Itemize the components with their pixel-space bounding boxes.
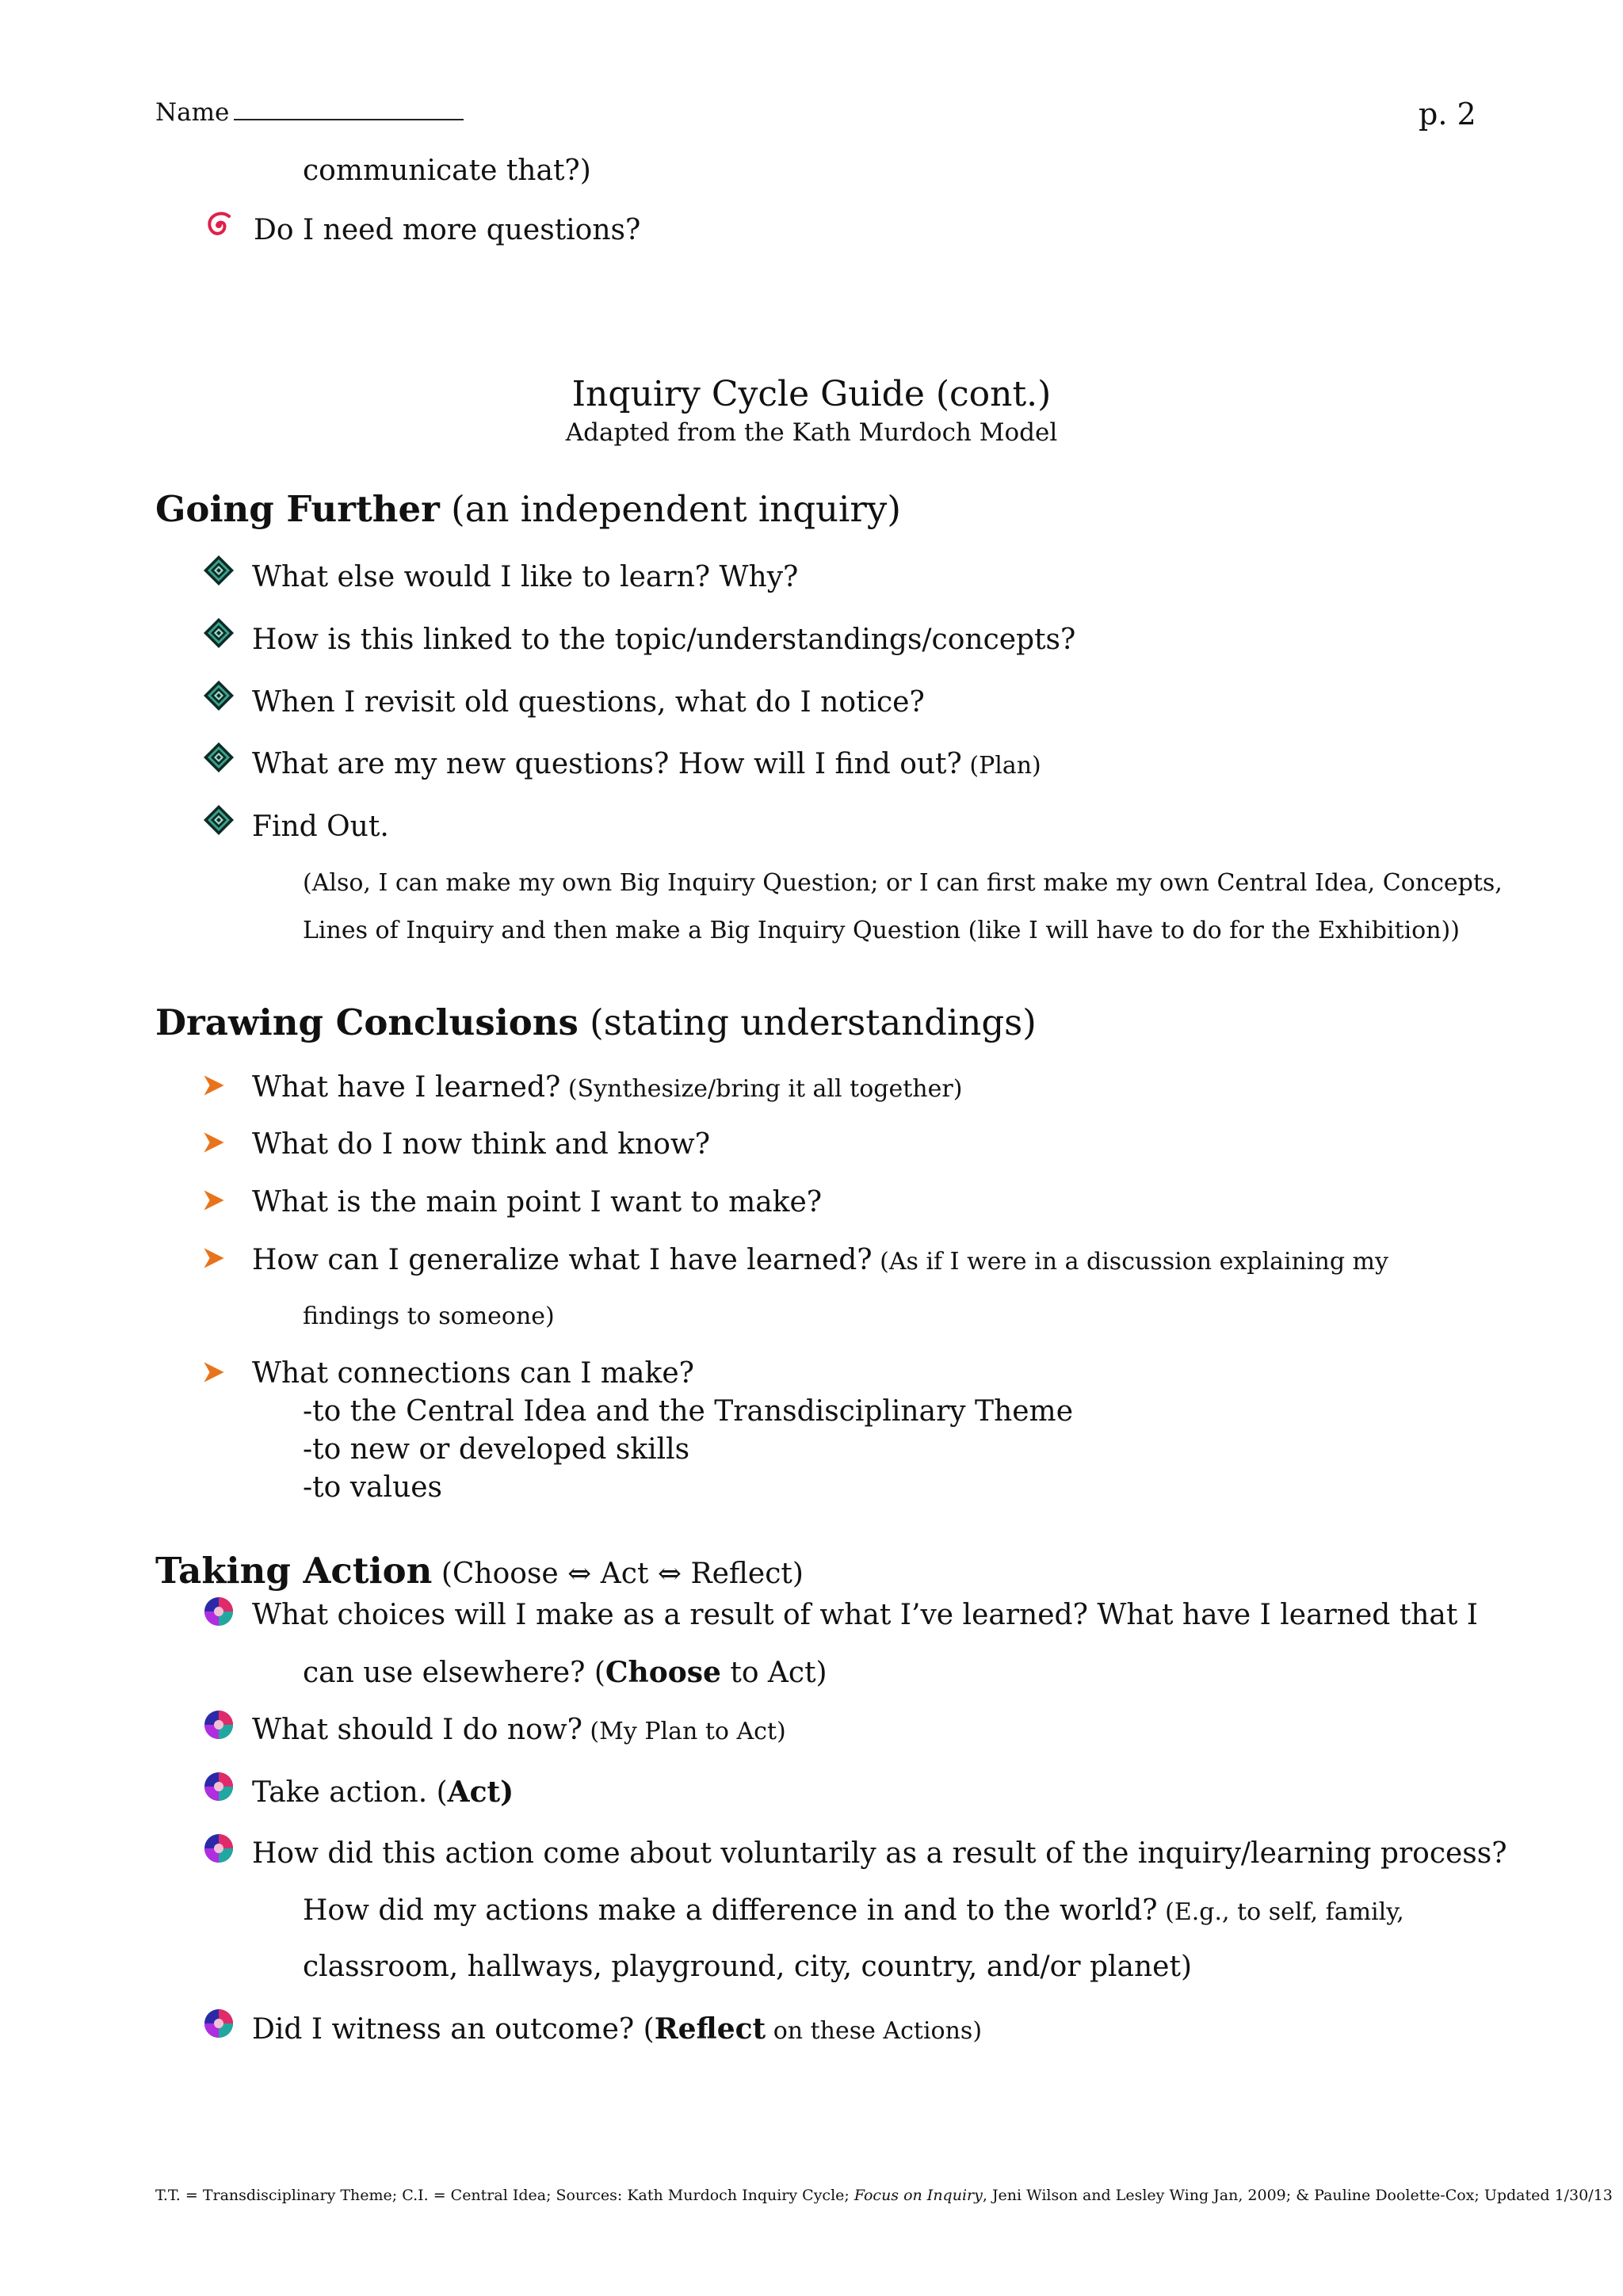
conclusion-item-note: (As if I were in a discussion explaining my (872, 1248, 1388, 1276)
footer-text: T.T. = Transdisciplinary Theme; C.I. = Central Idea; Sources: Kath Murdoch Inquiry Cycle; (155, 2187, 854, 2204)
action-item-continuation (303, 1656, 827, 1689)
going-further-item: Find Out. (252, 810, 389, 843)
action-text: can use elsewhere? ( (303, 1657, 605, 1689)
action-item (252, 2012, 982, 2046)
action-text: on these Actions) (766, 2017, 983, 2045)
conclusion-item: What is the main point I want to make? (252, 1186, 823, 1219)
footer-sources (155, 2187, 1613, 2204)
connection-sub-item: -to the Central Idea and the Transdisciplinary Theme (303, 1395, 1073, 1428)
conclusion-item: What connections can I make? (252, 1357, 694, 1390)
going-further-item: What else would I like to learn? Why? (252, 561, 799, 593)
diamond-icon (203, 555, 235, 586)
action-text: Did I witness an outcome? ( (252, 2013, 655, 2046)
arrow-bullet-icon (200, 1128, 228, 1157)
page-title: Inquiry Cycle Guide (cont.) (571, 374, 1052, 414)
taking-action-note: (Choose ⇔ Act ⇔ Reflect) (432, 1558, 804, 1590)
conclusion-item-text: What have I learned? (252, 1071, 561, 1104)
going-further-note: (an independent inquiry) (439, 488, 901, 530)
diamond-icon (203, 742, 235, 773)
spiral-icon (203, 209, 235, 241)
drawing-conclusions-title: Drawing Conclusions (155, 1001, 579, 1043)
ball-icon (203, 1771, 235, 1802)
action-item: What choices will I make as a result of what I’ve learned? What have I learned that I (252, 1599, 1478, 1631)
also-note-line1: (Also, I can make my own Big Inquiry Question; or I can first make my own Central Idea, Concepts, (303, 869, 1503, 897)
arrow-bullet-icon (200, 1071, 228, 1100)
going-further-item (252, 748, 1041, 780)
also-note-line2: Lines of Inquiry and then make a Big Inquiry Question (like I will have to do for the Exhibition)) (303, 917, 1460, 944)
action-bold: Reflect (654, 2012, 766, 2046)
footer-book-title: Focus on Inquiry (854, 2187, 983, 2204)
conclusion-item-text: How can I generalize what I have learned? (252, 1244, 873, 1276)
going-further-title: Going Further (155, 488, 440, 530)
action-item (252, 1714, 786, 1746)
page-number: p. 2 (1419, 97, 1476, 132)
continuation-line: communicate that?) (303, 154, 591, 187)
diamond-icon (203, 804, 235, 836)
action-text: to Act) (720, 1657, 827, 1689)
name-label: Name (155, 98, 230, 127)
taking-action-title: Taking Action (155, 1550, 433, 1592)
drawing-conclusions-heading (155, 1001, 1037, 1043)
action-item: How did this action come about voluntarily as a result of the inquiry/learning process? (252, 1837, 1507, 1870)
action-item-continuation (303, 1894, 1404, 1927)
more-questions-item: Do I need more questions? (254, 214, 641, 246)
action-item-continuation: classroom, hallways, playground, city, country, and/or planet) (303, 1951, 1192, 1983)
action-text: How did my actions make a difference in and to the world? (303, 1894, 1158, 1927)
conclusion-item (252, 1071, 962, 1104)
action-bold: Choose (605, 1656, 721, 1689)
name-field (155, 98, 464, 127)
name-blank-line[interactable] (234, 100, 464, 120)
arrow-bullet-icon (200, 1358, 228, 1386)
action-text: Take action. ( (252, 1776, 448, 1809)
ball-icon (203, 1709, 235, 1741)
action-note: (My Plan to Act) (582, 1718, 786, 1745)
ball-icon (203, 2008, 235, 2039)
drawing-conclusions-note: (stating understandings) (578, 1001, 1037, 1043)
conclusion-item-note: (Synthesize/bring it all together) (560, 1075, 963, 1103)
action-bold: Act) (447, 1775, 514, 1809)
taking-action-heading (155, 1550, 804, 1592)
going-further-heading (155, 488, 901, 530)
action-text: What should I do now? (252, 1714, 582, 1746)
arrow-bullet-icon (200, 1244, 228, 1272)
diamond-icon (203, 617, 235, 649)
going-further-item: When I revisit old questions, what do I notice? (252, 686, 925, 719)
ball-icon (203, 1596, 235, 1627)
conclusion-item (252, 1244, 1388, 1276)
action-note: (E.g., to self, family, (1157, 1898, 1404, 1926)
connection-sub-item: -to values (303, 1471, 443, 1504)
ball-icon (203, 1833, 235, 1864)
arrow-bullet-icon (200, 1186, 228, 1215)
plan-note: (Plan) (961, 752, 1041, 780)
conclusion-item: What do I now think and know? (252, 1128, 711, 1161)
action-item (252, 1775, 514, 1809)
connection-sub-item: -to new or developed skills (303, 1433, 690, 1466)
going-further-item: How is this linked to the topic/understandings/concepts? (252, 624, 1076, 656)
conclusion-item-continuation: findings to someone) (303, 1302, 555, 1330)
going-further-item-text: What are my new questions? How will I find out? (252, 748, 962, 780)
page-subtitle: Adapted from the Kath Murdoch Model (565, 418, 1058, 447)
diamond-icon (203, 680, 235, 711)
footer-text: , Jeni Wilson and Lesley Wing Jan, 2009; & Pauline Doolette-Cox; Updated 1/30/13 (982, 2187, 1613, 2204)
